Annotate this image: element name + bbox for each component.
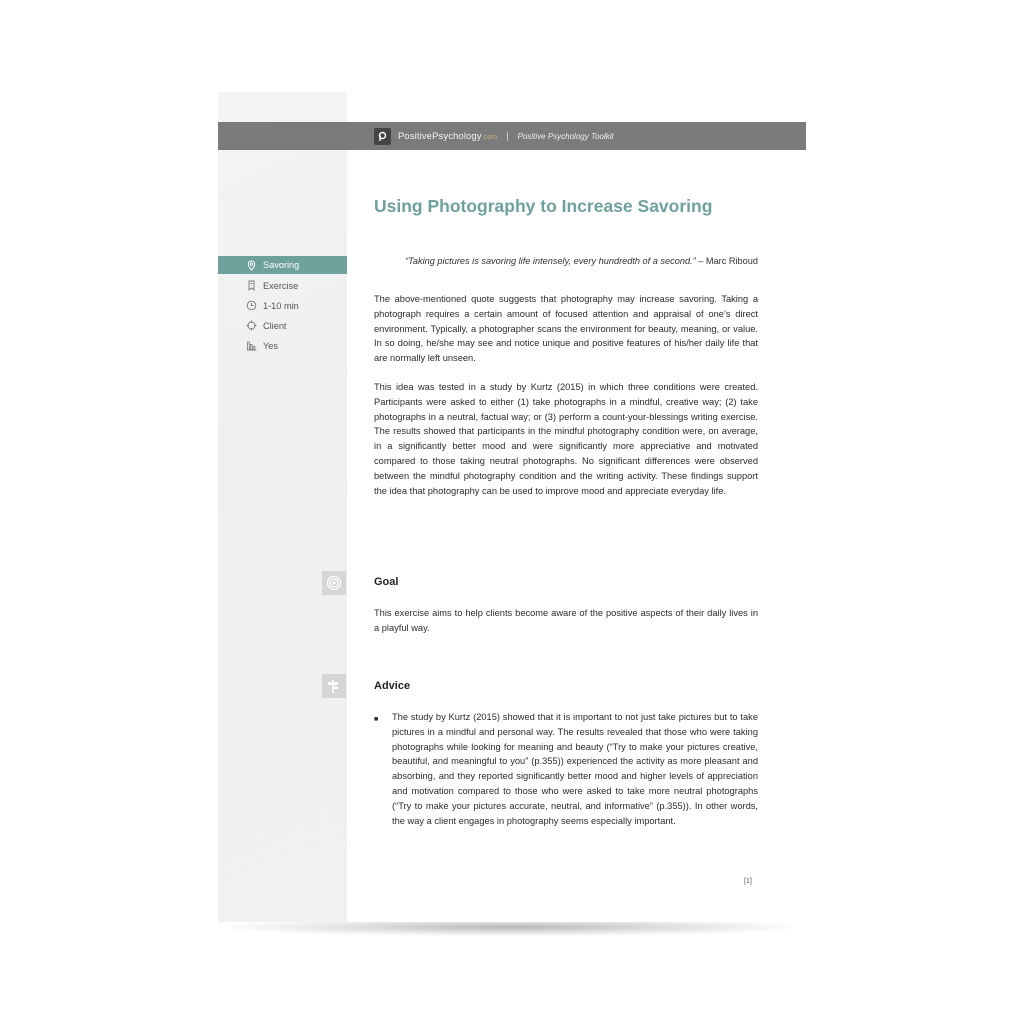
sidebar-item-savoring (218, 256, 347, 274)
toolkit-label: Positive Psychology Toolkit (517, 131, 614, 141)
page-number: [1] (744, 878, 752, 885)
clock-icon (246, 300, 257, 311)
sidebar-item-label: 1-10 min (263, 300, 299, 311)
advice-heading: Advice (374, 680, 411, 692)
brand-name (398, 131, 497, 142)
bar-chart-icon (246, 340, 257, 351)
brand-main: PositivePsychology (398, 130, 482, 142)
quote (403, 256, 758, 266)
sidebar-item-yes (218, 336, 347, 355)
intro-paragraph-1: The above-mentioned quote suggests that photography may increase savoring. Taking a photograph requires a certain amount of focused attention and appraisal of one’s direct environment. Typically, a photographer scans the environment for beauty, meaning, or value. In so doing, he/she may see and notice unique and positive features of his/her daily life that are normally left unseen. (374, 294, 758, 364)
brand-logo-icon (374, 128, 391, 145)
intro-paragraph-2: This idea was tested in a study by Kurtz (2015) in which three conditions were created. Participants were asked to either (1) take photographs in a mindful, creative way; (2) take photographs in a neutral, factual way; or (3) perform a count-your-blessings writing exercise. The results showed that participants in the mindful photography condition were, on average, in a significantly better mood and were significantly more appreciative and motivated compared to those taking neutral photographs. No significant differences were observed between the mindful photography condition and the writing activity. These findings support the idea that photography can be used to improve mood and appreciate everyday life. (374, 382, 758, 496)
goal-text: This exercise aims to help clients become aware of the positive aspects of their daily lives in a playful way. (374, 608, 758, 633)
sidebar-item-client (218, 316, 347, 335)
quote-text: “Taking pictures is savoring life intensely, every hundredth of a second.” (405, 256, 696, 266)
goal-heading: Goal (374, 576, 399, 588)
header-bar (218, 122, 806, 150)
advice-list (374, 710, 758, 828)
signpost-icon (322, 674, 346, 698)
advice-item-text: The study by Kurtz (2015) showed that it is important to not just take pictures but to take pictures in a mindful and personal way. The results revealed that those who were taking photographs while looking for meaning and beauty (“Try to make your pictures creative, beautiful, and meaningful to you” (p.355)) experienced the activity as more pleasant and absorbing, and they reported significantly better mood and higher levels of appreciation and motivation compared to those who were asked to take more neutral photographs (“Try to make your pictures accurate, neutral, and informative” (p.355)). In other words, the way a client engages in photography seems especially important. (392, 712, 758, 826)
list-item (374, 710, 758, 828)
target-icon (322, 571, 346, 595)
sidebar-item-label: Savoring (263, 260, 300, 270)
sidebar-item-label: Exercise (263, 280, 299, 291)
sidebar-item-duration (218, 296, 347, 315)
sidebar-info (218, 256, 347, 356)
sidebar-item-exercise (218, 276, 347, 295)
location-pin-icon (246, 260, 257, 271)
page-title: Using Photography to Increase Savoring (374, 196, 713, 216)
sidebar-item-label: Client (263, 320, 287, 331)
document-page (218, 92, 806, 922)
crosshair-icon (246, 320, 257, 331)
header-separator: | (506, 131, 509, 141)
bookmark-icon (246, 280, 257, 291)
sidebar-item-label: Yes (263, 340, 278, 351)
brand-suffix: .com (481, 133, 498, 141)
quote-attribution: – Marc Riboud (695, 256, 758, 266)
bullet-square-icon: ■ (374, 716, 379, 723)
side-panel (218, 92, 347, 922)
